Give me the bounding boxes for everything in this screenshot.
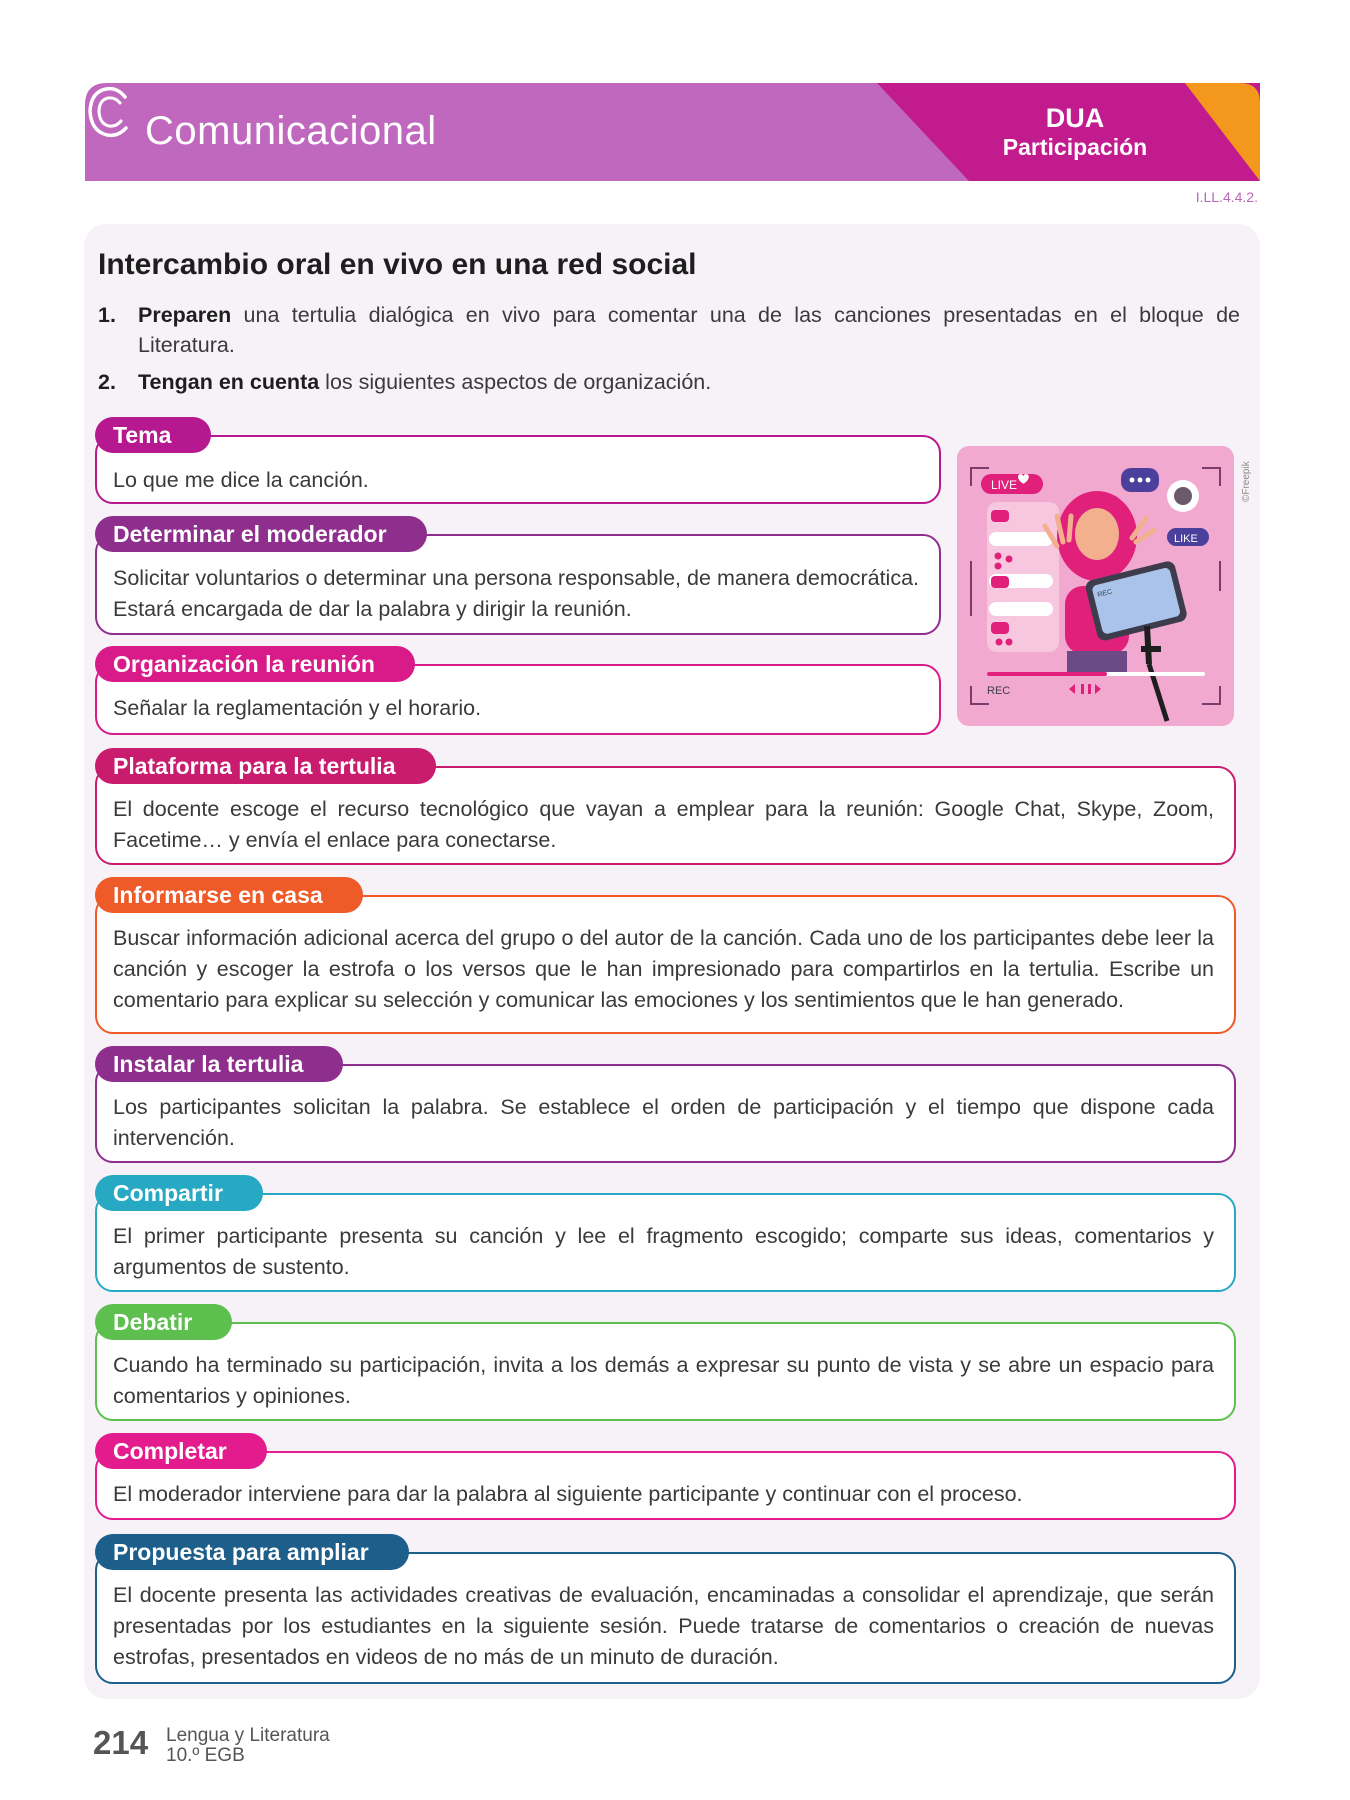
instruction-bold: Tengan en cuenta <box>138 370 320 394</box>
section-text: Buscar información adicional acerca del grupo o del autor de la canción. Cada uno de los participantes debe leer la canción y escoger la estrofa o los versos que le han impresionado para compartirlos en la tertulia. Escribe un comentario para explicar su selección y comunicar las emociones y los sentimientos que le han generado. <box>113 926 1214 1012</box>
phone-rec-text: REC <box>1096 588 1113 599</box>
section-label: Organización la reunión <box>95 646 415 682</box>
header-banner <box>85 83 1260 181</box>
section-text: Los participantes solicitan la palabra. Se establece el orden de participación y el tiempo que dispone cada intervención. <box>113 1095 1214 1150</box>
instruction-number: 1. <box>98 303 116 327</box>
section-text: Cuando ha terminado su participación, invita a los demás a expresar su punto de vista y se abre un espacio para comentarios y opiniones. <box>113 1353 1214 1408</box>
illustration-art <box>957 446 1234 726</box>
section-label: Instalar la tertulia <box>95 1046 343 1082</box>
section-text: El docente escoge el recurso tecnológico que vayan a emplear para la reunión: Google Chat, Skype, Zoom, Facetime… y envía el enlace para conectarse. <box>113 797 1214 852</box>
dua-title: DUA <box>1045 103 1105 133</box>
like-badge-text: LIKE <box>1174 533 1198 545</box>
grade-level: 10.º EGB <box>166 1745 245 1766</box>
section-label: Completar <box>95 1433 267 1469</box>
dua-subtitle: Participación <box>1002 134 1148 160</box>
page-number: 214 <box>93 1724 149 1761</box>
section-text: El primer participante presenta su canción y lee el fragmento escogido; comparte sus ideas, comentarios y argumentos de sustento. <box>113 1224 1214 1279</box>
live-badge-text: LIVE <box>991 478 1018 492</box>
section-label: Propuesta para ampliar <box>95 1534 409 1570</box>
rec-text: REC <box>987 685 1011 697</box>
comunicacional-logo-icon <box>85 83 131 141</box>
image-credit <box>1238 452 1252 502</box>
section-label: Informarse en casa <box>95 877 363 913</box>
section-moderador <box>95 516 941 635</box>
section-label: Debatir <box>95 1304 232 1340</box>
instruction-number: 2. <box>98 370 116 394</box>
section-plataforma <box>95 748 1236 865</box>
section-organizacion <box>95 646 941 735</box>
section-informarse <box>95 877 1236 1034</box>
instruction-text: los siguientes aspectos de organización. <box>319 370 712 394</box>
instruction-item <box>98 367 1240 397</box>
section-text: El moderador interviene para dar la palabra al siguiente participante y continuar con el proceso. <box>113 1482 1023 1506</box>
section-text: Lo que me dice la canción. <box>113 468 369 492</box>
section-label: Compartir <box>95 1175 263 1211</box>
credit-text: ©Freepik <box>1241 461 1252 502</box>
section-label: Tema <box>95 417 211 453</box>
section-label: Determinar el moderador <box>95 516 427 552</box>
section-instalar <box>95 1046 1236 1163</box>
page-title: Intercambio oral en vivo en una red social <box>98 248 697 281</box>
live-stream-illustration <box>957 446 1234 726</box>
section-compartir <box>95 1175 1236 1292</box>
section-text: Señalar la reglamentación y el horario. <box>113 696 482 720</box>
section-text: El docente presenta las actividades creativas de evaluación, encaminadas a consolidar el aprendizaje, que serán presentadas por los estudiantes en la siguiente sesión. Puede tratarse de comentarios o creación de nuevas estrofas, presentados en videos de no más de un minuto de duración. <box>113 1583 1214 1669</box>
instruction-item <box>98 300 1240 360</box>
subject-name: Lengua y Literatura <box>166 1725 330 1746</box>
section-propuesta <box>95 1534 1236 1684</box>
section-debatir <box>95 1304 1236 1421</box>
section-completar <box>95 1433 1236 1520</box>
dua-badge <box>985 103 1165 161</box>
section-text: Solicitar voluntarios o determinar una persona responsable, de manera democrática. Estará encargada de dar la palabra y dirigir la reunión. <box>113 566 919 621</box>
section-label: Plataforma para la tertulia <box>95 748 436 784</box>
area-title: Comunicacional <box>145 109 437 153</box>
indicator-code: I.LL.4.4.2. <box>1195 189 1258 205</box>
instruction-text: una tertulia dialógica en vivo para comentar una de las canciones presentadas en el bloque de Literatura. <box>138 303 1240 357</box>
section-tema <box>95 417 941 504</box>
instruction-bold: Preparen <box>138 303 232 327</box>
subject-info <box>166 1726 330 1766</box>
